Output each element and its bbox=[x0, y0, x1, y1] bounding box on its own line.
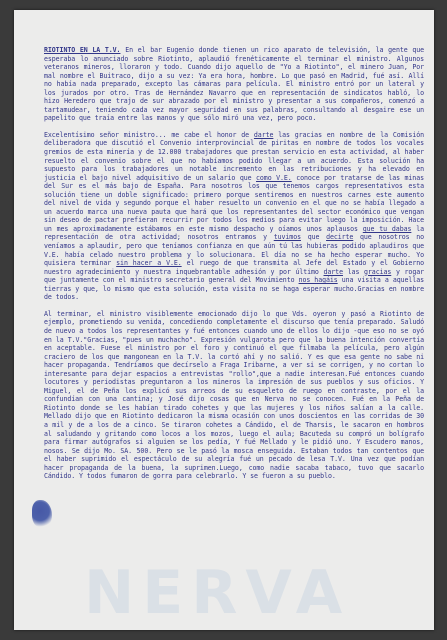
document-page bbox=[14, 10, 434, 630]
ink-stain bbox=[32, 500, 52, 528]
text-run: y rogar que juntamente con el ministro secretario general del Movimiento bbox=[44, 267, 424, 285]
text-run: como V.E. bbox=[256, 173, 292, 182]
text-run: que bbox=[300, 233, 327, 242]
text-run: las bbox=[342, 267, 365, 276]
text-run: que nosotros no veníamos a aplaudir, pero que teníamos confianza en que aún tú las hubieras podido aplaudiros que V.E. había celado nuestro problema y lo solucionara. El día no se ha hecho esperar mucho. Yo quisiera terminar bbox=[44, 233, 424, 268]
text-run: Al terminar, el ministro visiblemente emocionado dijo lo que Vds. oyeron y pasó a Riotinto de ejemplo, prometiendo su venida, concediendo completamente el discurso que tenía preparado. Saludó de nuevo a todos los representantes y fué entonces cuando uno de ellos lo dijo -que eso no se oyó en la T.V."Gracias, "pues un muchacho". Expresión vulgarota pero que la buena intención convertía en aceptable. Fuese el ministro por el foro y continuó el que filmaba la película, pero algún craciero de los que mangonean en la T.V. la cortó ahí y no salió. Y es que esa gente no sabe ni hacer propaganda. Tendríamos que decírselo a Fraga Iribarne, a ver si se corrigen, y no cortan lo interesante para dejar espacios a entrevistas "rollo",que a nadie interesan.Fué entonces cuando locutores y periodistas preguntaron a los mineros la impresión de sus pueblos y sus oficios. Y Miguel, el de Peña los explicó sus arreos de su esqueleto de ruego en contraste, por el la confundían con una cantina; y José dijo cosas que en Nerva no se conocen. Fué en la Peña de Riotinto donde se les habían tirado cohetes y que las mujeres y los niños salían a la calle. Mellado dijo que en Riotinto dedicaron la misma ocasión con unos doscientos en las corridas de 30 a mil y de a los de a cinco. Se tiraron cohetes a Cándido, el de Tharsis, le sacaron en hombros al saludando y gritando como locos a los mozos, luego el aula; Bacuteda su compró un bolígrafo para firmar autógrafos si alguien se los pedía, Y fué Mellado y le pidió uno. Y Escudero manos, nosos. Se dijo Mo. SA. 500. Pero se le pasó la mosca enseguida. Estaban todos tan contentos que el haber suprimido el espectáculo de su alegría fué un pecado de lesa T.V. Una vez que podían hacer propaganda de la buena, la suprimen.Luego, como nadie sacaba tabaco, tuvo que sacarlo Cándido. Y todos fumaron de gorra para celebrarlo. Y se fueron a su pueblo. bbox=[44, 309, 424, 481]
paragraph-1 bbox=[44, 46, 424, 123]
text-run: darte bbox=[323, 267, 343, 276]
text-run: las gracias en nombre de la Comisión deliberadora que discutió el Convenio interprovincial de piritas en nombre de todos los vocales gremios de esta minería y de 12.000 trabajadores que prestan servicio en esta actividad, al haber resuelto el convenio sobre el que no habíamos podido llegar a un acuerdo. Esta solución ha supuesto para los trabajadores un notable incremento en las retribuciones y ha elevado en justicia el bajo nivel adquisitivo de un salario que bbox=[44, 130, 424, 182]
text-run: que tu dabas bbox=[362, 224, 412, 233]
text-run: En el bar Eugenio donde tienen un rico aparato de televisión, la gente que esperaba lo anunciado sobre Riotinto, aplaudió frenéticamente el terminar el ministro. Algunos veteranos mineros, lloraron y todo. Cuando dijo aquello de "Yo a Riotinto", el minero Juan, Por mal nombre el Buitraco, dijo a su vez: Ya era hora, hombre. Lo que pasó en Madrid, fué así. Allí no había nada preparado, excepto las cámaras para película. El ministro entró por un lateral y los jurados por otro. Tras de Hernández Navarro que en representación de sindicatos habló, lo hizo Heredero que trajo de sur abrazado por el ministro y presentar a sus compañeros, comenzó a tartamudear, teniendo cada vez mayor seguridad en sus palabras, consultando al desgaire ese un papelito que traía entre las manos y que sólo miró una vez, pero poco. bbox=[44, 46, 425, 123]
text-run: nos hagáis bbox=[298, 276, 338, 285]
text-run: Excelentísimo señor ministro... me cabe el honor de bbox=[44, 130, 254, 139]
text-run: sin hacer a V.E. bbox=[116, 259, 182, 268]
document-title: RIOTINTO EN LA T.V. bbox=[44, 46, 121, 54]
document-body bbox=[44, 46, 424, 489]
text-run: gracias bbox=[364, 267, 392, 276]
text-run: una visita a aquellas tierras y que, lo mismo que esta solución, esta visita no se haga esperar mucho.Gracias en nombre de todos. bbox=[44, 276, 424, 302]
text-run: la representación de otra actividad; nosotros entramos y bbox=[44, 224, 425, 242]
watermark: NERVA bbox=[84, 558, 351, 628]
text-run: decirte bbox=[326, 233, 354, 242]
text-run: darte bbox=[253, 130, 274, 139]
text-run: el ruego de que transmita al Jefe del Estado y el Gobierno nuestro agradecimiento y nuestra inquebrantable adhesión y por último bbox=[44, 259, 424, 276]
paragraph-2 bbox=[44, 131, 424, 302]
text-run: tuvimos bbox=[273, 233, 301, 242]
paragraph-3 bbox=[44, 310, 424, 481]
text-run: conoce por tratarse de las minas del Sur es el más bajo de España. Para nosotros los que tenemos cargos representativos esta solución tiene un doble significado: primero porque sentiremos en nuestros carnes este aumento del nivel de vida y segundo porque el haber resuelto un convenio en el que no se había llegado a un acuerdo marca una nueva pauta que hará que los representantes del sector económico que vengan sin deseo de pactar prefieran recurrir por todos los medios para evitar luego la imposición. Hace un mes aproximadamente estábamos en este mismo despacho y oíamos unos aplausos bbox=[44, 173, 424, 233]
